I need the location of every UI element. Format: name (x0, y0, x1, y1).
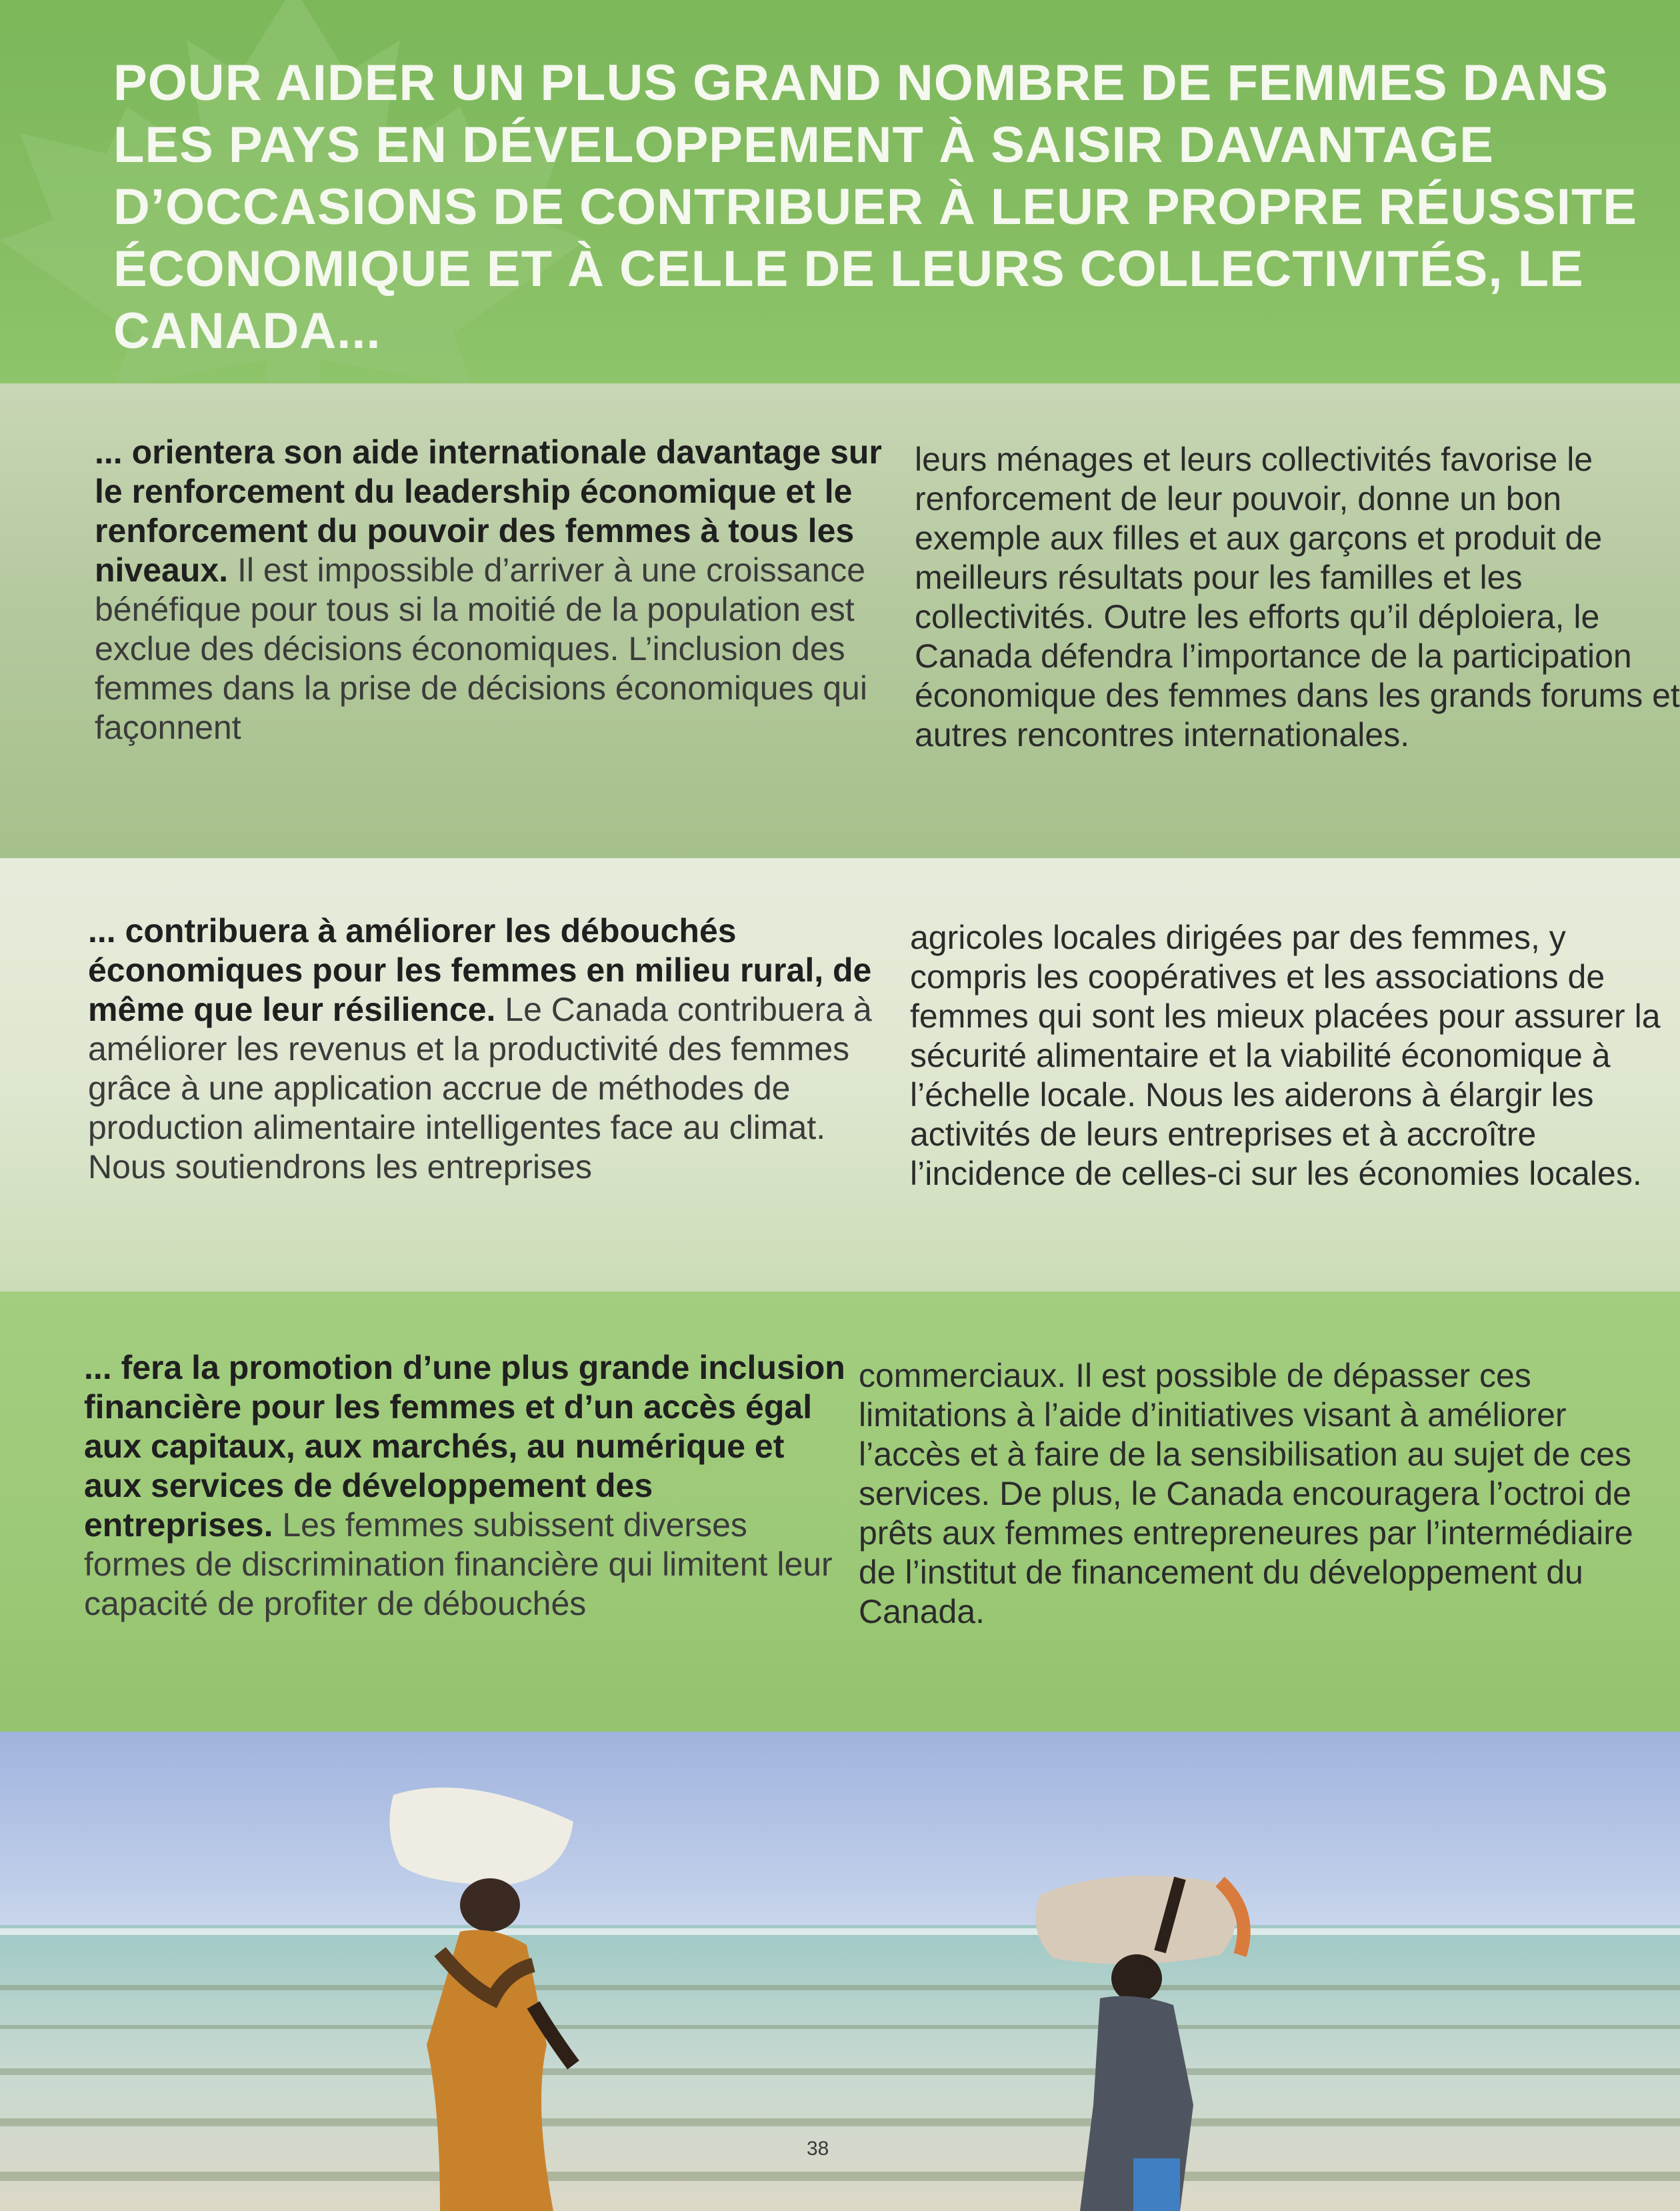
section-financial-inclusion (0, 1292, 1680, 1732)
section-lead: ... fera la promotion d’une plus grande inclusion financière pour les femmes et d’un accès égal aux capitaux, aux marchés, au numérique et aux services de développement des entreprises. (84, 1349, 845, 1544)
header-banner (0, 0, 1680, 383)
section-body: Le Canada contribuera à améliorer les revenus et la productivité des femmes grâce à une application accrue de méthodes de production alimentaire intelligentes face au climat. Nous soutiendrons les entreprises (88, 991, 872, 1186)
section-text-right: commerciaux. Il est possible de dépasser ces limitations à l’aide d’initiatives visant à améliorer l’accès et à faire de la sensibilisation au sujet de ces services. De plus, le Canada encouragera l’octroi de prêts aux femmes entrepreneures par l’intermédiaire de l’institut de financement du développement du Canada. (859, 1357, 1633, 1630)
women-carrying-sacks-image (0, 1732, 1680, 2211)
section-text-right: agricoles locales dirigées par des femmes, y compris les coopératives et les associations de femmes qui sont les mieux placées pour assurer la sécurité alimentaire et la viabilité économique à l’échelle locale. Nous les aiderons à élargir les activités de leurs entreprises et à accroître l’incidence de celles-ci sur les économies locales. (910, 919, 1661, 1192)
section-text-left (84, 1348, 851, 1624)
page-heading: POUR AIDER UN PLUS GRAND NOMBRE DE FEMMES DANS LES PAYS EN DÉVELOPPEMENT À SAISIR DAVANTAGE D’OCCASIONS DE CONTRIBUER À LEUR PROPRE RÉUSSITE ÉCONOMIQUE ET À CELLE DE LEURS COLLECTIVITÉS, LE CANADA... (113, 55, 1637, 359)
section-body: Les femmes subissent diverses formes de discrimination financière qui limitent leur capacité de profiter de débouchés (84, 1506, 833, 1622)
section-leadership (0, 383, 1680, 858)
section-text-left (88, 911, 895, 1187)
beach-photo (0, 1732, 1680, 2211)
section-lead: ... orientera son aide internationale davantage sur le renforcement du leadership économique et le renforcement du pouvoir des femmes à tous les niveaux. (95, 433, 882, 589)
section-text-left (95, 433, 895, 747)
section-rural-women (0, 858, 1680, 1292)
page-number: 38 (807, 2138, 829, 2160)
section-text-right: leurs ménages et leurs collectivités favorise le renforcement de leur pouvoir, donne un bon exemple aux filles et aux garçons et produit de meilleurs résultats pour les familles et les collectivités. Outre les efforts qu’il déploiera, le Canada défendra l’importance de la participation économique des femmes dans les grands forums et autres rencontres internationales. (915, 441, 1680, 753)
section-lead: ... contribuera à améliorer les débouchés économiques pour les femmes en milieu rural, de même que leur résilience. (88, 912, 872, 1028)
section-body: Il est impossible d’arriver à une croissance bénéfique pour tous si la moitié de la population est exclue des décisions économiques. L’inclusion des femmes dans la prise de décisions économiques qui façonnent (95, 551, 867, 746)
